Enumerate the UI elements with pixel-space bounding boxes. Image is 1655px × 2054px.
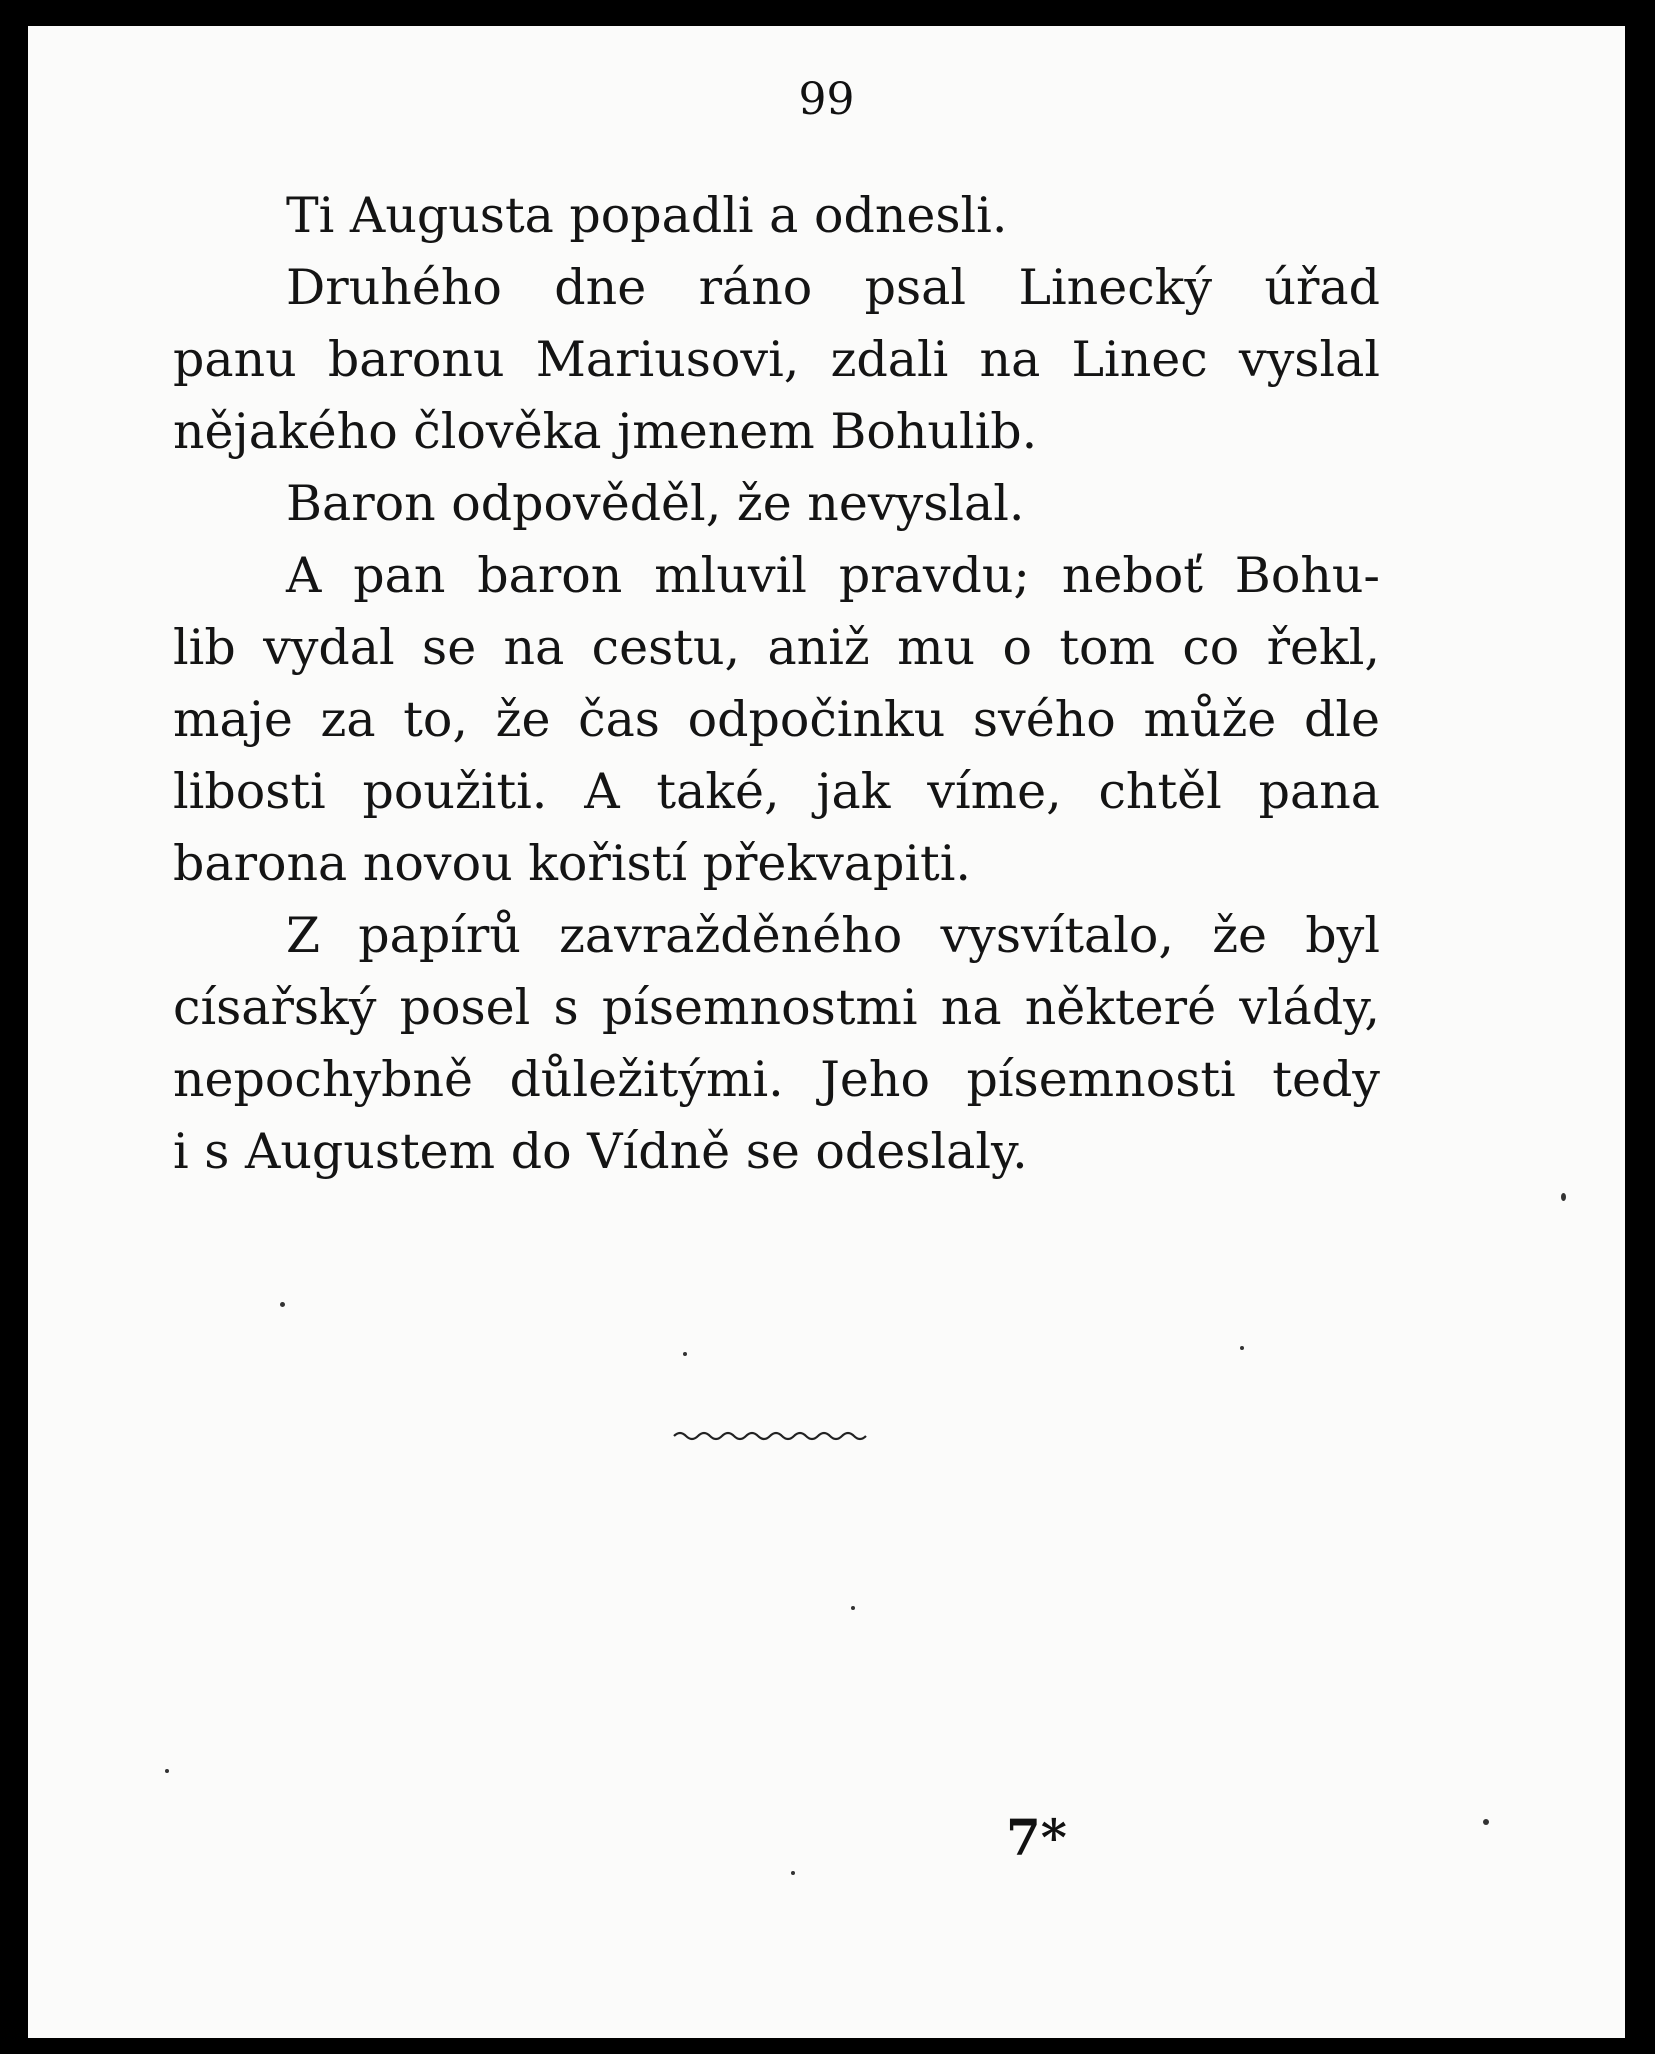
text-line: Z papírů zavražděného vysvítalo, že byl: [286, 907, 1380, 964]
text-line: Ti Augusta popadli a odnesli.: [286, 187, 1008, 244]
speck: [165, 1769, 169, 1773]
speck: [791, 1871, 795, 1875]
text-line: i s Augustem do Vídně se odeslaly.: [173, 1123, 1028, 1180]
text-line: Baron odpověděl, že nevyslal.: [286, 475, 1025, 532]
speck: [851, 1606, 855, 1610]
page-number: 99: [798, 74, 855, 125]
body-text: [173, 180, 1380, 1188]
text-line: A pan baron mluvil pravdu; neboť Bohu-: [286, 547, 1380, 604]
text-line: lib vydal se na cestu, aniž mu o tom co řekl,: [173, 619, 1380, 676]
text-line: maje za to, že čas odpočinku svého může dle: [173, 691, 1380, 748]
speck: [1240, 1346, 1244, 1350]
speck: [1483, 1819, 1489, 1825]
ornamental-divider: [672, 1427, 872, 1445]
signature-mark: 7*: [1006, 1808, 1067, 1867]
book-page: [28, 26, 1625, 2038]
text-line: nějakého člověka jmenem Bohulib.: [173, 403, 1038, 460]
speck: [1561, 1193, 1566, 1201]
text-line: barona novou kořistí překvapiti.: [173, 835, 971, 892]
text-line: libosti použiti. A také, jak víme, chtěl pana: [173, 763, 1380, 820]
text-line: Druhého dne ráno psal Linecký úřad: [286, 259, 1380, 316]
text-line: císařský posel s písemnostmi na některé vlády,: [173, 979, 1380, 1036]
text-line: panu baronu Mariusovi, zdali na Linec vyslal: [173, 331, 1380, 388]
text-line: nepochybně důležitými. Jeho písemnosti tedy: [173, 1051, 1380, 1108]
speck: [280, 1302, 285, 1307]
speck: [683, 1352, 687, 1356]
